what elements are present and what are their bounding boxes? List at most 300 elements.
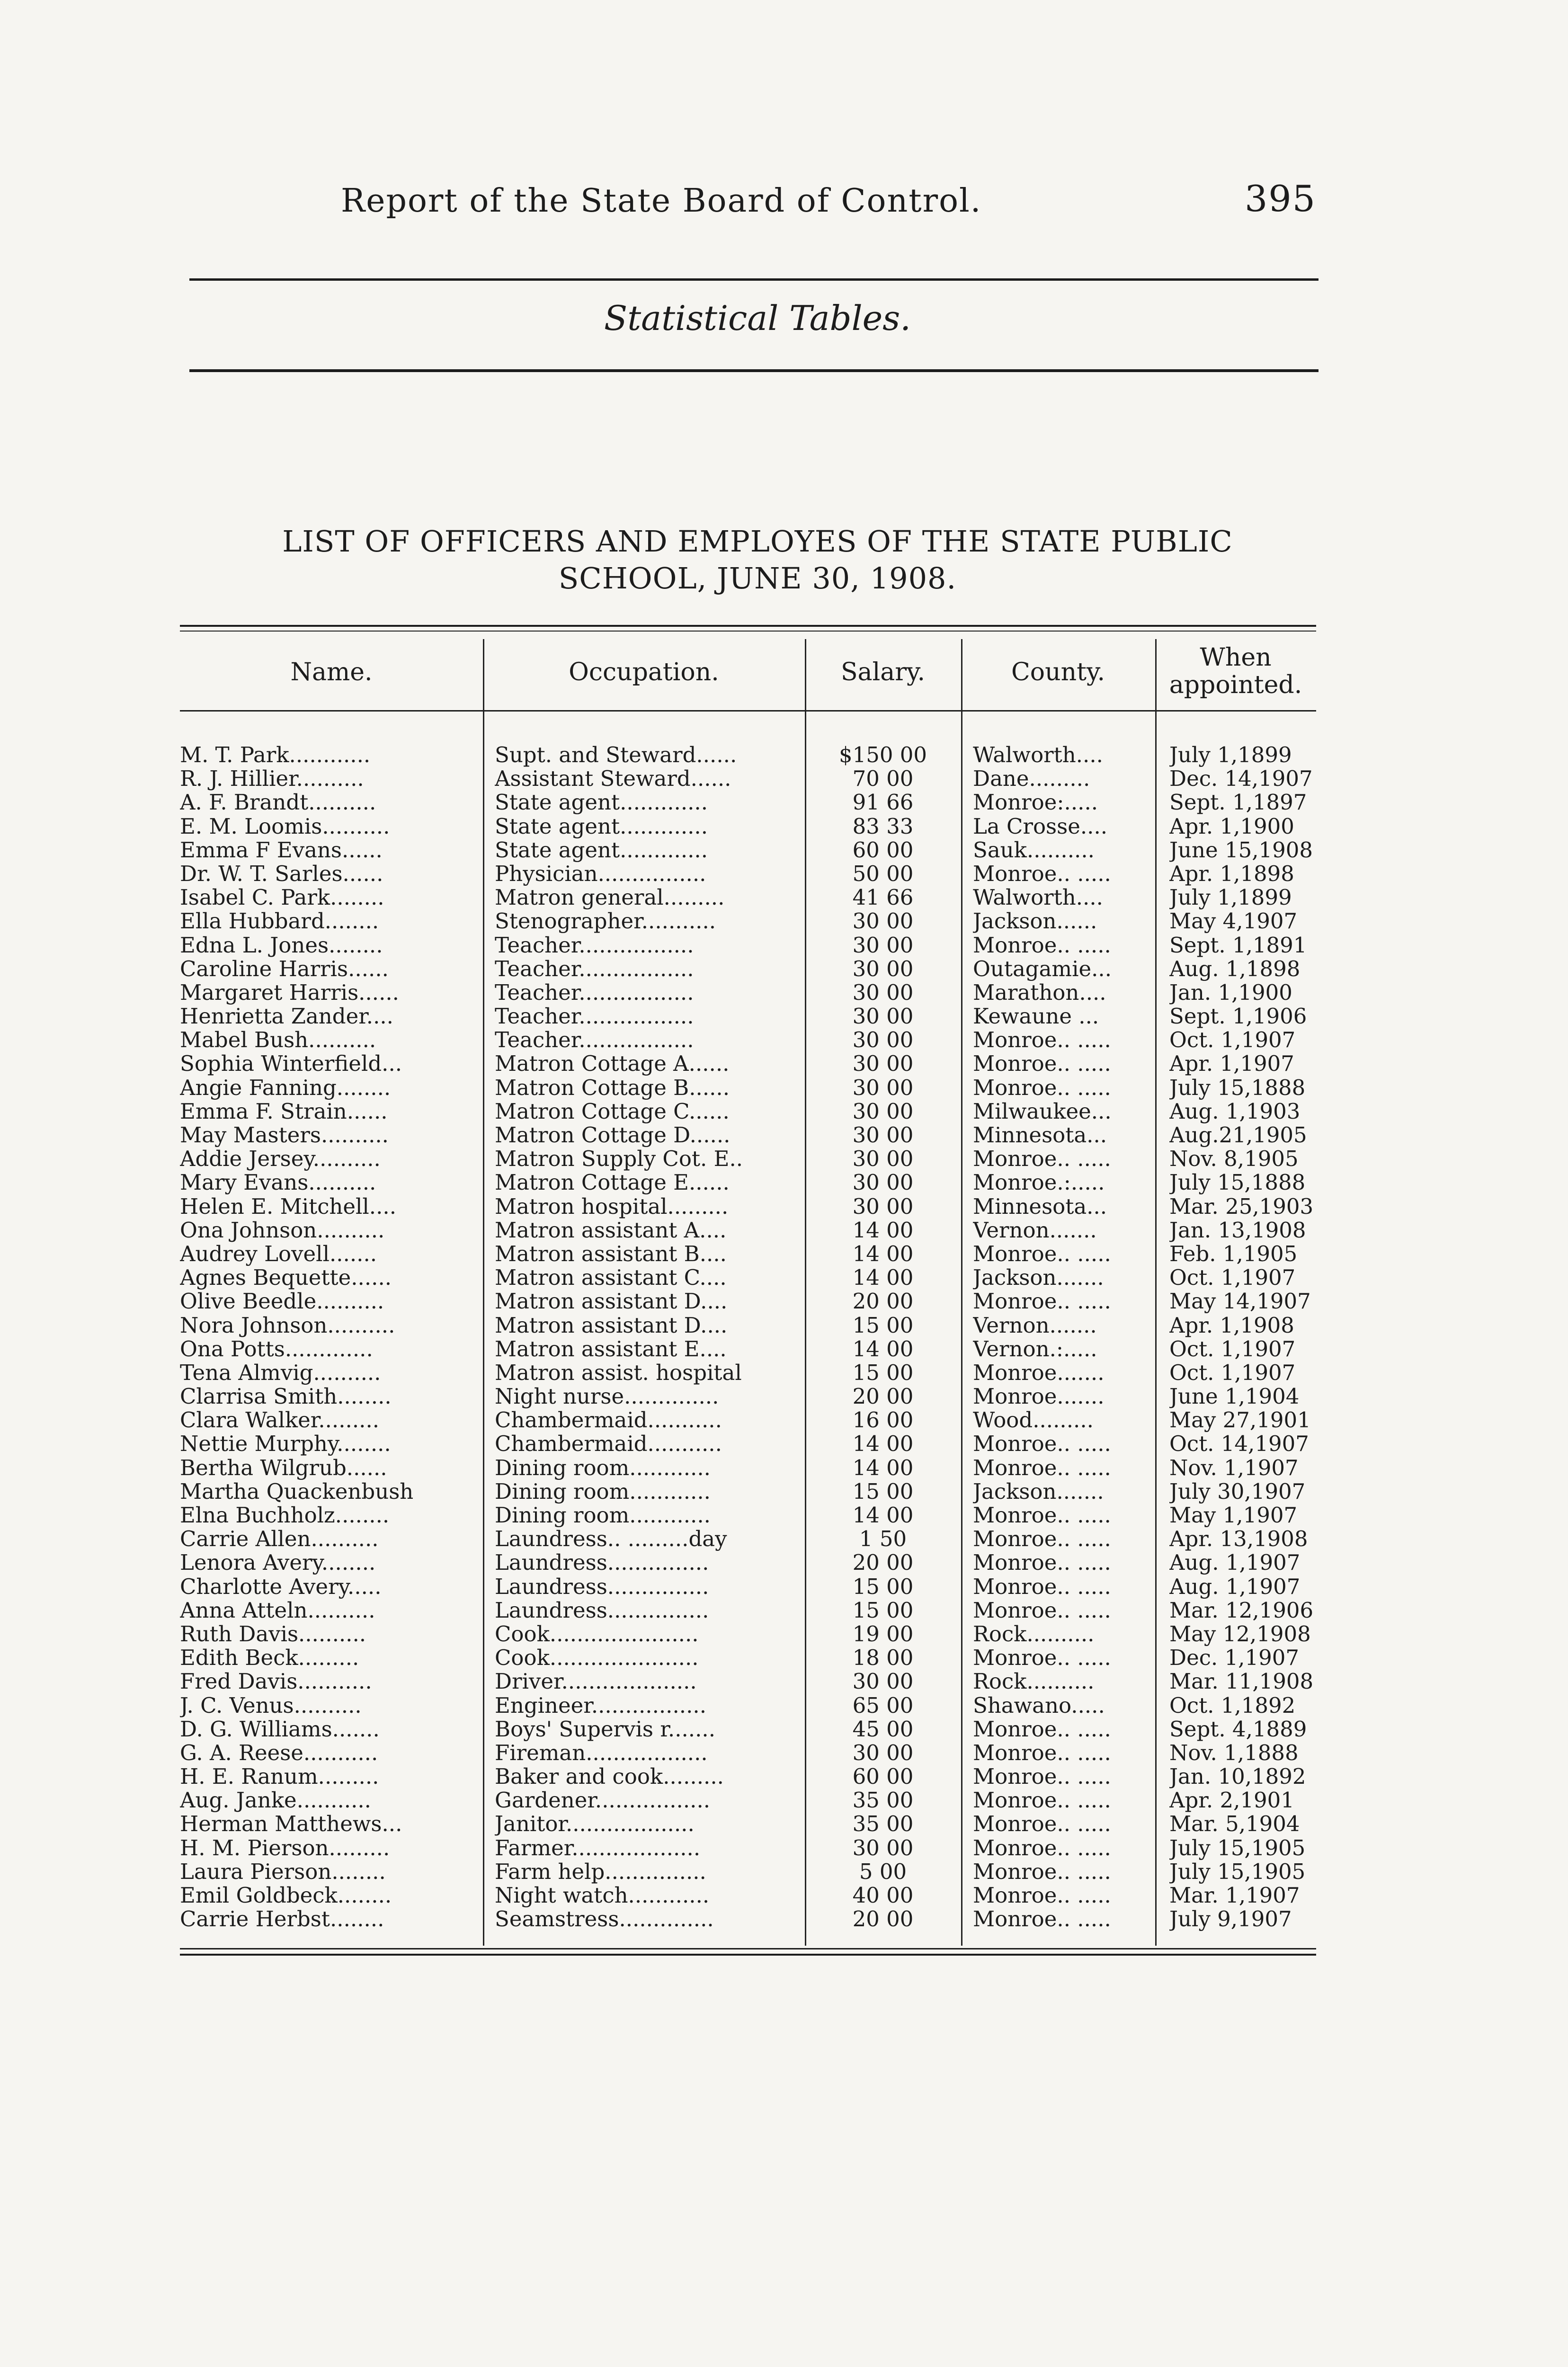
employee-name: Ella Hubbard........ — [180, 909, 379, 934]
employee-appointed: Apr. 1,1898 — [1169, 862, 1294, 886]
employee-salary: 1 50 — [859, 1527, 907, 1551]
employee-occupation: Farm help............... — [495, 1860, 706, 1884]
employee-county: Rock.......... — [973, 1622, 1095, 1646]
employee-appointed: Apr. 2,1901 — [1169, 1789, 1294, 1813]
table-row — [180, 1646, 1316, 1670]
employee-occupation: Matron assistant D.... — [495, 1313, 728, 1337]
table-row — [180, 934, 1316, 957]
table-header — [180, 625, 1316, 710]
employee-occupation: State agent............. — [495, 791, 708, 815]
table-row — [180, 767, 1316, 791]
table-row — [180, 981, 1316, 1005]
employee-occupation: Matron assistant B.... — [495, 1242, 727, 1266]
employee-name: Ona Potts............. — [180, 1337, 373, 1361]
employee-occupation: Dining room............ — [495, 1504, 711, 1527]
employee-appointed: Sept. 1,1897 — [1169, 791, 1307, 815]
column-header-name: Name. — [290, 658, 373, 686]
employee-occupation: Matron Supply Cot. E.. — [495, 1147, 743, 1171]
employee-county: Monroe....... — [973, 1385, 1105, 1409]
employee-appointed: July 15,1905 — [1169, 1836, 1306, 1860]
employee-appointed: May 14,1907 — [1169, 1290, 1311, 1314]
table-row — [180, 862, 1316, 886]
employee-occupation: State agent............. — [495, 838, 708, 862]
employee-salary: 30 00 — [852, 1670, 914, 1694]
employee-occupation: Teacher................. — [495, 933, 694, 957]
employee-appointed: Aug.21,1905 — [1169, 1123, 1307, 1147]
employee-name: Emil Goldbeck........ — [180, 1884, 392, 1907]
employee-occupation: Night watch............ — [495, 1884, 710, 1907]
employee-appointed: Sept. 1,1906 — [1169, 1005, 1307, 1029]
employee-salary: 16 00 — [852, 1408, 914, 1433]
employee-occupation: Chambermaid........... — [495, 1408, 722, 1433]
employee-occupation: Matron assistant A.... — [495, 1218, 727, 1242]
employee-name: Isabel C. Park........ — [180, 886, 384, 910]
employee-county: Monroe.. ..... — [973, 1717, 1111, 1741]
table-row — [180, 1123, 1316, 1147]
employee-appointed: July 15,1888 — [1169, 1171, 1306, 1195]
employee-appointed: Feb. 1,1905 — [1169, 1242, 1298, 1266]
employee-salary: 70 00 — [852, 767, 914, 791]
employee-name: Nora Johnson.......... — [180, 1313, 395, 1337]
employee-appointed: May 27,1901 — [1169, 1408, 1311, 1433]
employee-salary: 18 00 — [852, 1646, 914, 1670]
employee-appointed: Dec. 14,1907 — [1169, 767, 1313, 791]
table-row — [180, 1884, 1316, 1907]
section-title: Statistical Tables. — [604, 298, 911, 338]
employee-occupation: Matron Cottage C...... — [495, 1099, 730, 1123]
employee-county: Monroe:..... — [973, 791, 1098, 815]
employee-salary: 60 00 — [852, 838, 914, 862]
table-row — [180, 1907, 1316, 1931]
employee-occupation: Matron assistant D.... — [495, 1290, 728, 1314]
employee-occupation: Teacher................. — [495, 1005, 694, 1029]
table-row — [180, 909, 1316, 933]
employee-salary: 30 00 — [852, 1741, 914, 1765]
employee-salary: 30 00 — [852, 957, 914, 981]
employee-appointed: Aug. 1,1907 — [1169, 1575, 1301, 1599]
table-row — [180, 1028, 1316, 1052]
employee-salary: 14 00 — [852, 1266, 914, 1290]
employee-county: Sauk.......... — [973, 838, 1095, 862]
employee-appointed: July 15,1888 — [1169, 1076, 1306, 1100]
employee-appointed: Apr. 1,1908 — [1169, 1313, 1294, 1337]
employee-occupation: Assistant Steward...... — [495, 767, 731, 791]
employee-appointed: Sept. 1,1891 — [1169, 933, 1307, 957]
employee-occupation: Teacher................. — [495, 980, 694, 1005]
employee-appointed: Apr. 1,1907 — [1169, 1052, 1294, 1076]
employee-salary: 30 00 — [852, 1147, 914, 1171]
table-row — [180, 1385, 1316, 1408]
employee-salary: 14 00 — [852, 1432, 914, 1456]
employee-appointed: July 1,1899 — [1169, 743, 1292, 767]
table-row — [180, 1171, 1316, 1194]
employee-appointed: Nov. 1,1888 — [1169, 1741, 1299, 1765]
employee-occupation: Cook...................... — [495, 1646, 699, 1670]
employee-name: G. A. Reese........... — [180, 1741, 378, 1765]
employee-appointed: July 30,1907 — [1169, 1479, 1306, 1504]
employee-name: Mabel Bush.......... — [180, 1028, 376, 1052]
employee-county: Monroe.. ..... — [973, 1860, 1111, 1884]
employee-name: Ona Johnson.......... — [180, 1218, 385, 1242]
employee-appointed: Jan. 1,1900 — [1169, 980, 1292, 1005]
employee-county: Minnesota... — [973, 1194, 1107, 1219]
employee-salary: 30 00 — [852, 933, 914, 957]
employee-county: Monroe.. ..... — [973, 1290, 1111, 1314]
employee-county: Monroe.. ..... — [973, 1504, 1111, 1527]
employee-appointed: June 15,1908 — [1169, 838, 1313, 862]
employee-salary: 30 00 — [852, 1076, 914, 1100]
column-header-appointed — [1155, 644, 1316, 699]
employee-name: Carrie Allen.......... — [180, 1527, 379, 1551]
employee-county: Monroe.. ..... — [973, 1884, 1111, 1907]
employee-salary: 60 00 — [852, 1765, 914, 1789]
employee-appointed: Aug. 1,1907 — [1169, 1551, 1301, 1575]
employee-name: Clara Walker......... — [180, 1408, 380, 1433]
employee-name: Caroline Harris...... — [180, 957, 389, 981]
employee-appointed: Oct. 1,1892 — [1169, 1693, 1296, 1717]
employee-salary: 20 00 — [852, 1290, 914, 1314]
employee-appointed: Jan. 13,1908 — [1169, 1218, 1306, 1242]
employee-name: Agnes Bequette...... — [180, 1266, 392, 1290]
employee-occupation: Matron Cottage D...... — [495, 1123, 731, 1147]
employee-name: Herman Matthews... — [180, 1812, 402, 1836]
employee-salary: 41 66 — [852, 886, 914, 910]
table-row — [180, 1599, 1316, 1622]
table-row — [180, 1314, 1316, 1337]
table-row — [180, 1337, 1316, 1361]
employee-occupation: Matron Cottage A...... — [495, 1052, 730, 1076]
employee-salary: 20 00 — [852, 1385, 914, 1409]
column-header-salary: Salary. — [840, 658, 926, 686]
employee-name: Margaret Harris...... — [180, 980, 399, 1005]
employee-county: Vernon....... — [973, 1218, 1097, 1242]
employee-name: Edna L. Jones........ — [180, 933, 383, 957]
employee-occupation: Boys' Supervis r....... — [495, 1717, 716, 1741]
table-row — [180, 1789, 1316, 1812]
employee-appointed: Oct. 1,1907 — [1169, 1337, 1296, 1361]
employee-occupation: Matron assist. hospital — [495, 1361, 742, 1385]
table-row — [180, 1195, 1316, 1219]
employee-county: Outagamie... — [973, 957, 1112, 981]
employee-appointed: Oct. 14,1907 — [1169, 1432, 1309, 1456]
table-row — [180, 957, 1316, 981]
column-header-county: County. — [1011, 658, 1105, 686]
employee-name: Laura Pierson........ — [180, 1860, 386, 1884]
table-row — [180, 1076, 1316, 1100]
employee-county: Vernon.:..... — [973, 1337, 1097, 1361]
employee-salary: 91 66 — [852, 791, 914, 815]
employee-occupation: Baker and cook......... — [495, 1765, 724, 1789]
employee-county: Jackson....... — [973, 1479, 1104, 1504]
employee-county: Monroe.. ..... — [973, 933, 1111, 957]
table-row — [180, 1717, 1316, 1741]
employee-occupation: Seamstress.............. — [495, 1907, 714, 1931]
employee-occupation: Matron hospital......... — [495, 1194, 729, 1219]
table-row — [180, 1765, 1316, 1789]
employee-county: Shawano..... — [973, 1693, 1105, 1717]
employee-name: Sophia Winterfield... — [180, 1052, 402, 1076]
employee-county: Monroe.. ..... — [973, 1551, 1111, 1575]
table-row — [180, 1290, 1316, 1313]
employee-salary: 35 00 — [852, 1812, 914, 1836]
employee-county: Walworth.... — [973, 886, 1103, 910]
employee-salary: 50 00 — [852, 862, 914, 886]
table-row — [180, 1005, 1316, 1028]
employee-salary: 30 00 — [852, 1052, 914, 1076]
employee-appointed: May 1,1907 — [1169, 1504, 1298, 1527]
employee-county: Monroe.. ..... — [973, 1242, 1111, 1266]
employee-occupation: Dining room............ — [495, 1479, 711, 1504]
employee-occupation: Cook...................... — [495, 1622, 699, 1646]
employee-county: Monroe.. ..... — [973, 1575, 1111, 1599]
employee-name: D. G. Williams....... — [180, 1717, 380, 1741]
employee-occupation: Laundress.. .........day — [495, 1527, 727, 1551]
employee-county: Marathon.... — [973, 980, 1106, 1005]
employee-salary: 30 00 — [852, 1028, 914, 1052]
table-row — [180, 1670, 1316, 1693]
employee-county: Kewaune ... — [973, 1005, 1099, 1029]
employee-county: Dane......... — [973, 767, 1090, 791]
table-row — [180, 1622, 1316, 1646]
employee-occupation: Matron Cottage E...... — [495, 1171, 730, 1195]
employee-salary: 40 00 — [852, 1884, 914, 1907]
employee-name: Dr. W. T. Sarles...... — [180, 862, 383, 886]
table-row — [180, 1812, 1316, 1836]
employee-county: Monroe.. ..... — [973, 1789, 1111, 1813]
employee-appointed: Oct. 1,1907 — [1169, 1361, 1296, 1385]
table-row — [180, 1504, 1316, 1527]
employee-salary: 65 00 — [852, 1693, 914, 1717]
employee-name: Elna Buchholz........ — [180, 1504, 390, 1527]
table-row — [180, 1100, 1316, 1123]
employee-salary: 20 00 — [852, 1907, 914, 1931]
header-rule-bottom — [189, 369, 1319, 372]
employee-appointed: July 9,1907 — [1169, 1907, 1292, 1931]
table-row — [180, 1836, 1316, 1860]
employee-occupation: Gardener................. — [495, 1789, 711, 1813]
employee-name: Martha Quackenbush — [180, 1479, 414, 1504]
employee-name: Emma F Evans...... — [180, 838, 383, 862]
employee-name: Charlotte Avery..... — [180, 1575, 382, 1599]
employee-appointed: Aug. 1,1898 — [1169, 957, 1301, 981]
employee-appointed: June 1,1904 — [1169, 1385, 1300, 1409]
employee-appointed: Dec. 1,1907 — [1169, 1646, 1299, 1670]
employee-appointed: Mar. 1,1907 — [1169, 1884, 1300, 1907]
employee-appointed: Sept. 4,1889 — [1169, 1717, 1307, 1741]
table-row — [180, 838, 1316, 862]
employee-salary: 5 00 — [859, 1860, 907, 1884]
employee-name: Tena Almvig.......... — [180, 1361, 381, 1385]
column-header-appointed-line-1: When — [1200, 643, 1272, 672]
employee-occupation: Matron Cottage B...... — [495, 1076, 730, 1100]
table-row — [180, 1575, 1316, 1599]
employee-occupation: Engineer................. — [495, 1693, 707, 1717]
running-head — [341, 178, 1316, 234]
employee-name: E. M. Loomis.......... — [180, 814, 390, 838]
employee-appointed: Mar. 12,1906 — [1169, 1598, 1314, 1622]
table-row — [180, 1219, 1316, 1242]
employee-appointed: Aug. 1,1903 — [1169, 1099, 1301, 1123]
employee-county: Monroe.. ..... — [973, 1907, 1111, 1931]
column-header-occupation: Occupation. — [569, 658, 719, 686]
employee-occupation: State agent............. — [495, 814, 708, 838]
employee-county: Monroe.. ..... — [973, 1456, 1111, 1480]
employee-occupation: Dining room............ — [495, 1456, 711, 1480]
table-row — [180, 1551, 1316, 1575]
employee-salary: 30 00 — [852, 1194, 914, 1219]
table-row — [180, 1052, 1316, 1076]
employee-salary: 14 00 — [852, 1456, 914, 1480]
employee-occupation: Fireman.................. — [495, 1741, 708, 1765]
table-row — [180, 1361, 1316, 1385]
employee-county: Monroe.. ..... — [973, 1812, 1111, 1836]
employee-name: Addie Jersey.......... — [180, 1147, 381, 1171]
employee-salary: 45 00 — [852, 1717, 914, 1741]
table-row — [180, 743, 1316, 767]
employee-county: Monroe.. ..... — [973, 1765, 1111, 1789]
employee-county: Monroe.. ..... — [973, 1598, 1111, 1622]
employee-occupation: Matron assistant C.... — [495, 1266, 727, 1290]
employee-salary: 30 00 — [852, 1836, 914, 1860]
employee-occupation: Chambermaid........... — [495, 1432, 722, 1456]
employee-county: Monroe.. ..... — [973, 862, 1111, 886]
table-row — [180, 1480, 1316, 1504]
employee-name: Henrietta Zander.... — [180, 1005, 393, 1029]
employee-occupation: Matron assistant E.... — [495, 1337, 727, 1361]
employee-name: Anna Atteln.......... — [180, 1598, 375, 1622]
employee-name: M. T. Park............ — [180, 743, 371, 767]
document-title-line-2: SCHOOL, JUNE 30, 1908. — [558, 561, 957, 596]
employee-table — [180, 625, 1316, 1931]
employee-salary: 14 00 — [852, 1337, 914, 1361]
table-row — [180, 1860, 1316, 1884]
employee-salary: 30 00 — [852, 980, 914, 1005]
employee-salary: 15 00 — [852, 1313, 914, 1337]
page-number: 395 — [1244, 178, 1316, 220]
employee-occupation: Matron general......... — [495, 886, 725, 910]
table-row — [180, 815, 1316, 838]
employee-appointed: Apr. 13,1908 — [1169, 1527, 1308, 1551]
table-row — [180, 1527, 1316, 1551]
employee-name: Edith Beck......... — [180, 1646, 359, 1670]
employee-appointed: Apr. 1,1900 — [1169, 814, 1294, 838]
employee-county: Jackson...... — [973, 909, 1097, 934]
employee-name: Olive Beedle.......... — [180, 1290, 384, 1314]
employee-county: Monroe.. ..... — [973, 1076, 1111, 1100]
employee-occupation: Laundress............... — [495, 1575, 709, 1599]
running-head-title: Report of the State Board of Control. — [341, 182, 982, 220]
column-header-appointed-line-2: appointed. — [1169, 671, 1302, 699]
table-bottom-rule — [180, 1948, 1316, 1949]
employee-county: Monroe.. ..... — [973, 1836, 1111, 1860]
employee-salary: 15 00 — [852, 1575, 914, 1599]
employee-appointed: Nov. 1,1907 — [1169, 1456, 1299, 1480]
employee-occupation: Stenographer........... — [495, 909, 716, 934]
employee-county: Jackson....... — [973, 1266, 1104, 1290]
employee-salary: 20 00 — [852, 1551, 914, 1575]
employee-appointed: Jan. 10,1892 — [1169, 1765, 1306, 1789]
employee-salary: 35 00 — [852, 1789, 914, 1813]
employee-county: Monroe.. ..... — [973, 1028, 1111, 1052]
employee-county: Rock.......... — [973, 1670, 1095, 1694]
table-row — [180, 1242, 1316, 1266]
employee-salary: 14 00 — [852, 1218, 914, 1242]
employee-county: Monroe.. ..... — [973, 1741, 1111, 1765]
employee-appointed: Oct. 1,1907 — [1169, 1266, 1296, 1290]
employee-salary: 83 33 — [852, 814, 914, 838]
table-row — [180, 1432, 1316, 1456]
employee-name: May Masters.......... — [180, 1123, 389, 1147]
employee-name: R. J. Hillier.......... — [180, 767, 364, 791]
document-title-line-1: LIST OF OFFICERS AND EMPLOYES OF THE STATE PUBLIC — [282, 524, 1233, 559]
employee-appointed: Mar. 5,1904 — [1169, 1812, 1300, 1836]
employee-county: Monroe.. ..... — [973, 1432, 1111, 1456]
employee-county: Monroe.. ..... — [973, 1646, 1111, 1670]
employee-name: Bertha Wilgrub...... — [180, 1456, 387, 1480]
table-row — [180, 1741, 1316, 1765]
employee-name: H. E. Ranum......... — [180, 1765, 379, 1789]
employee-county: Wood......... — [973, 1408, 1094, 1433]
employee-name: Helen E. Mitchell.... — [180, 1194, 397, 1219]
employee-name: H. M. Pierson......... — [180, 1836, 390, 1860]
employee-name: Lenora Avery........ — [180, 1551, 376, 1575]
table-row — [180, 791, 1316, 814]
employee-salary: 15 00 — [852, 1598, 914, 1622]
employee-occupation: Physician................ — [495, 862, 706, 886]
employee-county: Minnesota... — [973, 1123, 1107, 1147]
employee-appointed: May 12,1908 — [1169, 1622, 1311, 1646]
employee-salary: 30 00 — [852, 1099, 914, 1123]
document-title — [189, 523, 1326, 597]
employee-appointed: July 15,1905 — [1169, 1860, 1306, 1884]
employee-appointed: May 4,1907 — [1169, 909, 1298, 934]
employee-appointed: July 1,1899 — [1169, 886, 1292, 910]
employee-salary: 30 00 — [852, 1171, 914, 1195]
employee-name: Nettie Murphy........ — [180, 1432, 391, 1456]
employee-appointed: Nov. 8,1905 — [1169, 1147, 1299, 1171]
employee-name: Angie Fanning........ — [180, 1076, 391, 1100]
employee-salary: 30 00 — [852, 1123, 914, 1147]
employee-county: Milwaukee... — [973, 1099, 1112, 1123]
employee-county: Monroe.. ..... — [973, 1527, 1111, 1551]
employee-salary: 14 00 — [852, 1242, 914, 1266]
employee-occupation: Farmer................... — [495, 1836, 701, 1860]
employee-occupation: Driver.................... — [495, 1670, 697, 1694]
employee-name: Carrie Herbst........ — [180, 1907, 384, 1931]
employee-occupation: Teacher................. — [495, 1028, 694, 1052]
employee-name: A. F. Brandt.......... — [180, 791, 376, 815]
table-bottom-rule-2 — [180, 1954, 1316, 1956]
employee-name: Fred Davis........... — [180, 1670, 372, 1694]
employee-appointed: Oct. 1,1907 — [1169, 1028, 1296, 1052]
table-row — [180, 1694, 1316, 1717]
employee-occupation: Janitor................... — [495, 1812, 695, 1836]
employee-salary: 30 00 — [852, 1005, 914, 1029]
employee-salary: 19 00 — [852, 1622, 914, 1646]
employee-occupation: Teacher................. — [495, 957, 694, 981]
employee-county: Walworth.... — [973, 743, 1103, 767]
employee-name: Emma F. Strain...... — [180, 1099, 388, 1123]
employee-name: Aug. Janke........... — [180, 1789, 371, 1813]
employee-occupation: Laundress............... — [495, 1598, 709, 1622]
employee-name: Clarrisa Smith........ — [180, 1385, 392, 1409]
header-separator-rule — [180, 710, 1316, 712]
employee-county: Monroe.. ..... — [973, 1052, 1111, 1076]
employee-appointed: Mar. 25,1903 — [1169, 1194, 1314, 1219]
employee-occupation: Supt. and Steward...... — [495, 743, 737, 767]
employee-name: Audrey Lovell....... — [180, 1242, 377, 1266]
table-row — [180, 1266, 1316, 1290]
